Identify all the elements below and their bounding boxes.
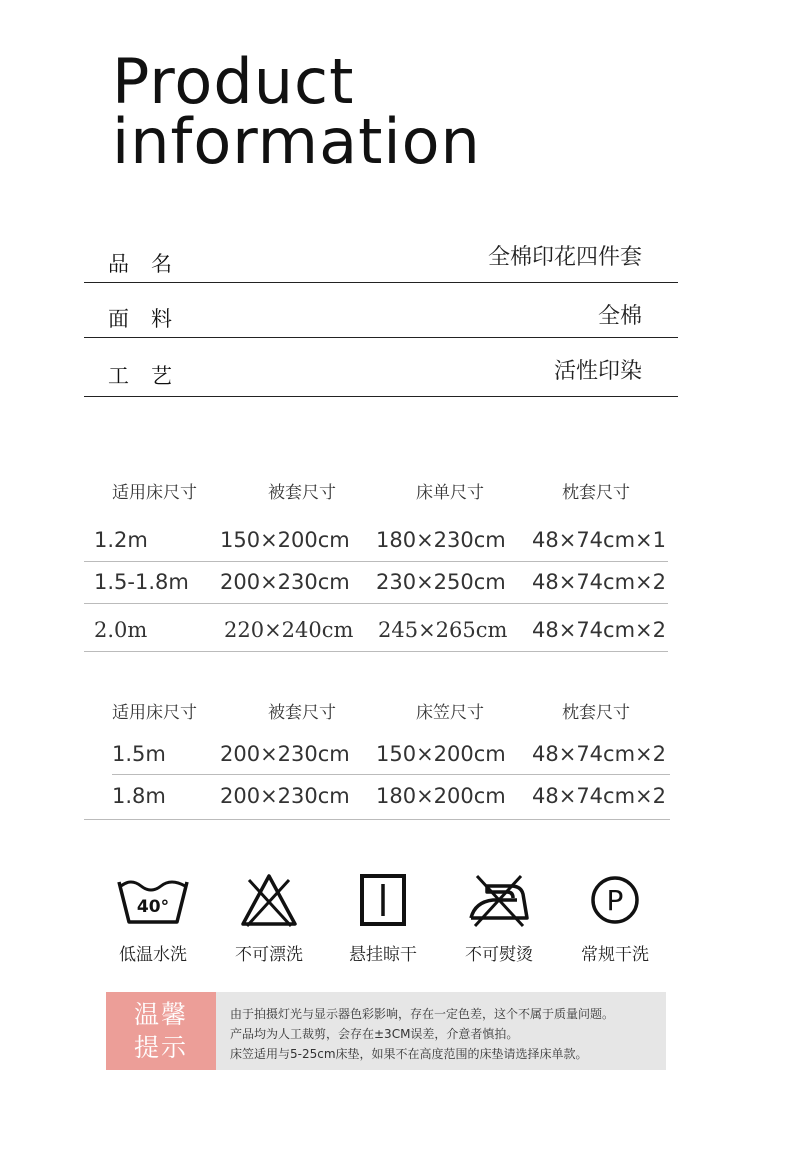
table-header: 床笠尺寸 — [416, 703, 484, 723]
title-line-1: Product — [112, 45, 355, 118]
info-row-process — [84, 338, 678, 397]
care-item-no-bleach — [214, 872, 324, 965]
table-cell: 245×265cm — [378, 618, 508, 642]
table-cell: 150×200cm — [220, 528, 350, 552]
notice-line: 床笠适用与5-25cm床垫，如果不在高度范围的床垫请选择床单款。 — [230, 1047, 588, 1061]
table-cell: 1.8m — [112, 784, 166, 808]
info-label: 面料 — [108, 307, 194, 331]
info-label: 工艺 — [108, 364, 194, 388]
care-item-no-iron — [444, 872, 554, 965]
table-cell: 48×74cm×1 — [532, 528, 666, 552]
care-label: 不可漂洗 — [235, 945, 303, 965]
no-iron-icon — [467, 872, 531, 928]
info-value: 全棉印花四件套 — [487, 245, 642, 270]
info-label: 品名 — [108, 252, 194, 276]
table-header: 被套尺寸 — [268, 703, 336, 723]
hang-dry-icon — [358, 872, 408, 928]
care-item-wash — [98, 872, 208, 965]
info-row-name — [84, 230, 678, 283]
row-divider — [84, 819, 670, 820]
care-label: 悬挂晾干 — [349, 945, 417, 965]
table-cell: 48×74cm×2 — [532, 784, 666, 808]
table-cell: 180×200cm — [376, 784, 506, 808]
table-cell: 48×74cm×2 — [532, 742, 666, 766]
table-cell: 48×74cm×2 — [532, 570, 666, 594]
table-cell: 200×230cm — [220, 784, 350, 808]
info-value: 全棉 — [597, 304, 642, 329]
table-cell: 220×240cm — [224, 618, 354, 642]
care-item-dry-clean — [560, 872, 670, 965]
row-divider — [112, 774, 670, 775]
table-header: 床单尺寸 — [416, 483, 484, 503]
row-divider — [84, 651, 668, 652]
care-label: 不可熨烫 — [465, 945, 533, 965]
table-header: 适用床尺寸 — [112, 483, 197, 503]
table-cell: 230×250cm — [376, 570, 506, 594]
no-bleach-icon — [239, 872, 299, 928]
page-title — [112, 45, 481, 178]
care-label: 低温水洗 — [119, 945, 187, 965]
care-item-hang-dry — [328, 872, 438, 965]
table-header: 被套尺寸 — [268, 483, 336, 503]
care-label: 常规干洗 — [581, 945, 649, 965]
dry-clean-p-icon — [587, 872, 643, 928]
info-row-fabric — [84, 283, 678, 338]
table-cell: 1.5-1.8m — [94, 570, 189, 594]
notice-line: 产品均为人工裁剪，会存在±3CM误差，介意者慎拍。 — [230, 1027, 519, 1041]
table-cell: 1.2m — [94, 528, 148, 552]
table-cell: 150×200cm — [376, 742, 506, 766]
notice-badge-line: 温馨 — [133, 1000, 188, 1029]
dry-clean-letter: P — [606, 884, 624, 917]
table-cell: 180×230cm — [376, 528, 506, 552]
wash-40-icon — [115, 872, 191, 928]
table-header: 枕套尺寸 — [562, 483, 630, 503]
row-divider — [84, 603, 668, 604]
table-cell: 200×230cm — [220, 570, 350, 594]
table-header: 枕套尺寸 — [562, 703, 630, 723]
title-line-2: information — [112, 105, 481, 178]
wash-temp-text: 40° — [136, 897, 170, 917]
row-divider — [84, 561, 668, 562]
table-header: 适用床尺寸 — [112, 703, 197, 723]
notice-badge-line: 提示 — [133, 1033, 188, 1062]
table-cell: 200×230cm — [220, 742, 350, 766]
table-cell: 1.5m — [112, 742, 166, 766]
notice-line: 由于拍摄灯光与显示器色彩影响，存在一定色差，这个不属于质量问题。 — [230, 1007, 615, 1021]
info-value: 活性印染 — [553, 359, 642, 384]
table-cell: 48×74cm×2 — [532, 618, 666, 642]
table-cell: 2.0m — [94, 618, 148, 642]
notice-badge — [106, 992, 216, 1070]
